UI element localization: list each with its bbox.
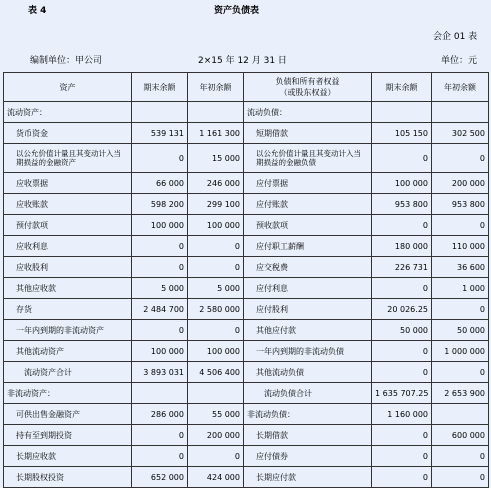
asset-begin-value: 0 — [188, 236, 244, 257]
asset-end-value: 652 000 — [132, 467, 188, 488]
asset-label: 长期股权投资 — [4, 467, 132, 488]
asset-label: 其他流动资产 — [4, 341, 132, 362]
table-row — [4, 404, 489, 425]
liability-label: 应付利息 — [244, 278, 372, 299]
liability-end-value: 105 150 — [372, 123, 432, 144]
liability-begin-value: 1 000 000 — [432, 341, 489, 362]
liability-end-value: 226 731 — [372, 257, 432, 278]
table-row — [4, 102, 489, 123]
liability-label: 长期应付款 — [244, 467, 372, 488]
table-row — [4, 236, 489, 257]
asset-begin-value: 55 000 — [188, 404, 244, 425]
asset-label: 应收利息 — [4, 236, 132, 257]
table-row — [4, 425, 489, 446]
col-header-liab-line2: （或股东权益） — [279, 88, 336, 97]
liability-label: 应付票据 — [244, 173, 372, 194]
liability-label: 流动负债： — [244, 102, 372, 123]
asset-label: 预付款项 — [4, 215, 132, 236]
asset-end-value — [132, 383, 188, 404]
asset-label: 可供出售金融资产 — [4, 404, 132, 425]
liability-end-value: 1 160 000 — [372, 404, 432, 425]
liability-end-value: 180 000 — [372, 236, 432, 257]
liability-end-value: 0 — [372, 446, 432, 467]
balance-sheet-table — [3, 72, 489, 488]
liability-begin-value: 110 000 — [432, 236, 489, 257]
asset-label: 非流动资产： — [4, 383, 132, 404]
table-row — [4, 362, 489, 383]
col-header-end-balance: 期末余额 — [132, 73, 188, 102]
asset-begin-value — [188, 383, 244, 404]
asset-label: 以公允价值计量且其变动计入当期损益的金融资产 — [4, 144, 132, 173]
asset-end-value: 0 — [132, 425, 188, 446]
liability-begin-value: 600 000 — [432, 425, 489, 446]
liability-begin-value: 0 — [432, 144, 489, 173]
liability-label: 非流动负债： — [244, 404, 372, 425]
liability-label: 应交税费 — [244, 257, 372, 278]
liability-label: 应付账款 — [244, 194, 372, 215]
liability-end-value: 50 000 — [372, 320, 432, 341]
asset-begin-value: 1 161 300 — [188, 123, 244, 144]
table-header-row — [4, 73, 489, 102]
asset-begin-value: 5 000 — [188, 278, 244, 299]
asset-label: 其他应收款 — [4, 278, 132, 299]
asset-begin-value: 4 506 400 — [188, 362, 244, 383]
asset-end-value — [132, 102, 188, 123]
asset-begin-value: 0 — [188, 446, 244, 467]
asset-label: 货币资金 — [4, 123, 132, 144]
asset-label: 持有至到期投资 — [4, 425, 132, 446]
asset-label: 应收票据 — [4, 173, 132, 194]
liability-begin-value: 953 800 — [432, 194, 489, 215]
liability-begin-value: 0 — [432, 215, 489, 236]
liability-label: 其他流动负债 — [244, 362, 372, 383]
asset-end-value: 2 484 700 — [132, 299, 188, 320]
asset-end-value: 3 893 031 — [132, 362, 188, 383]
table-row — [4, 341, 489, 362]
table-row — [4, 299, 489, 320]
col-header-end-balance-right: 期末余额 — [372, 73, 432, 102]
col-header-asset: 资产 — [4, 73, 132, 102]
liability-end-value: 20 026.25 — [372, 299, 432, 320]
asset-begin-value: 15 000 — [188, 144, 244, 173]
table-row — [4, 257, 489, 278]
asset-label: 一年内到期的非流动资产 — [4, 320, 132, 341]
liability-end-value: 0 — [372, 341, 432, 362]
table-row — [4, 446, 489, 467]
asset-end-value: 539 131 — [132, 123, 188, 144]
asset-begin-value: 200 000 — [188, 425, 244, 446]
liability-end-value: 0 — [372, 144, 432, 173]
asset-end-value: 5 000 — [132, 278, 188, 299]
table-row — [4, 320, 489, 341]
asset-begin-value — [188, 102, 244, 123]
currency-unit: 单位：元 — [441, 56, 478, 66]
asset-begin-value: 2 580 000 — [188, 299, 244, 320]
liability-label: 一年内到期的非流动负债 — [244, 341, 372, 362]
asset-begin-value: 299 100 — [188, 194, 244, 215]
asset-label: 应收账款 — [4, 194, 132, 215]
liability-begin-value: 36 600 — [432, 257, 489, 278]
liability-begin-value: 0 — [432, 299, 489, 320]
liability-end-value — [372, 102, 432, 123]
asset-end-value: 66 000 — [132, 173, 188, 194]
liability-end-value: 0 — [372, 467, 432, 488]
liability-begin-value: 302 500 — [432, 123, 489, 144]
asset-begin-value: 246 000 — [188, 173, 244, 194]
liability-end-value: 0 — [372, 425, 432, 446]
col-header-begin-balance: 年初余额 — [188, 73, 244, 102]
asset-end-value: 100 000 — [132, 341, 188, 362]
liability-label: 预收款项 — [244, 215, 372, 236]
asset-end-value: 0 — [132, 144, 188, 173]
table-row — [4, 123, 489, 144]
col-header-begin-balance-right: 年初余额 — [432, 73, 489, 102]
liability-label: 应付职工薪酬 — [244, 236, 372, 257]
liability-begin-value: 1 000 — [432, 278, 489, 299]
asset-begin-value: 0 — [188, 257, 244, 278]
liability-subtotal-label: 流动负债合计 — [244, 383, 372, 404]
table-row — [4, 173, 489, 194]
form-code: 会企 01 表 — [433, 32, 478, 42]
liability-begin-value: 0 — [432, 362, 489, 383]
liability-begin-value: 0 — [432, 467, 489, 488]
asset-end-value: 0 — [132, 446, 188, 467]
table-number: 表 4 — [28, 6, 47, 16]
liability-end-value: 0 — [372, 362, 432, 383]
table-row — [4, 144, 489, 173]
page-title: 资产负债表 — [214, 6, 260, 16]
liability-label: 短期借款 — [244, 123, 372, 144]
asset-begin-value: 0 — [188, 320, 244, 341]
liability-begin-value: 50 000 — [432, 320, 489, 341]
liability-end-value: 100 000 — [372, 173, 432, 194]
asset-subtotal-label: 流动资产合计 — [4, 362, 132, 383]
report-date: 2×15 年 12 月 31 日 — [198, 56, 287, 66]
col-header-liabilities-equity — [244, 73, 372, 102]
liability-label: 应付债券 — [244, 446, 372, 467]
liability-end-value: 0 — [372, 215, 432, 236]
asset-label: 应收股利 — [4, 257, 132, 278]
liability-label: 应付股利 — [244, 299, 372, 320]
asset-begin-value: 424 000 — [188, 467, 244, 488]
asset-end-value: 0 — [132, 320, 188, 341]
liability-begin-value — [432, 102, 489, 123]
asset-label: 存货 — [4, 299, 132, 320]
table-row — [4, 467, 489, 488]
table-row — [4, 383, 489, 404]
asset-end-value: 100 000 — [132, 215, 188, 236]
asset-begin-value: 100 000 — [188, 215, 244, 236]
table-row — [4, 194, 489, 215]
asset-end-value: 286 000 — [132, 404, 188, 425]
liability-begin-value: 2 653 900 — [432, 383, 489, 404]
col-header-liab-line1: 负债和所有者权益 — [275, 77, 340, 86]
asset-end-value: 0 — [132, 236, 188, 257]
table-row — [4, 278, 489, 299]
asset-end-value: 598 200 — [132, 194, 188, 215]
liability-begin-value: 0 — [432, 446, 489, 467]
liability-label: 长期借款 — [244, 425, 372, 446]
asset-begin-value: 100 000 — [188, 341, 244, 362]
liability-label: 其他应付款 — [244, 320, 372, 341]
table-row — [4, 215, 489, 236]
liability-begin-value: 200 000 — [432, 173, 489, 194]
asset-end-value: 0 — [132, 257, 188, 278]
asset-label: 长期应收款 — [4, 446, 132, 467]
liability-end-value: 1 635 707.25 — [372, 383, 432, 404]
liability-end-value: 0 — [372, 278, 432, 299]
reporting-entity: 编制单位：甲公司 — [30, 56, 103, 66]
liability-begin-value — [432, 404, 489, 425]
liability-end-value: 953 800 — [372, 194, 432, 215]
asset-label: 流动资产： — [4, 102, 132, 123]
liability-label: 以公允价值计量且其变动计入当期损益的金融负债 — [244, 144, 372, 173]
